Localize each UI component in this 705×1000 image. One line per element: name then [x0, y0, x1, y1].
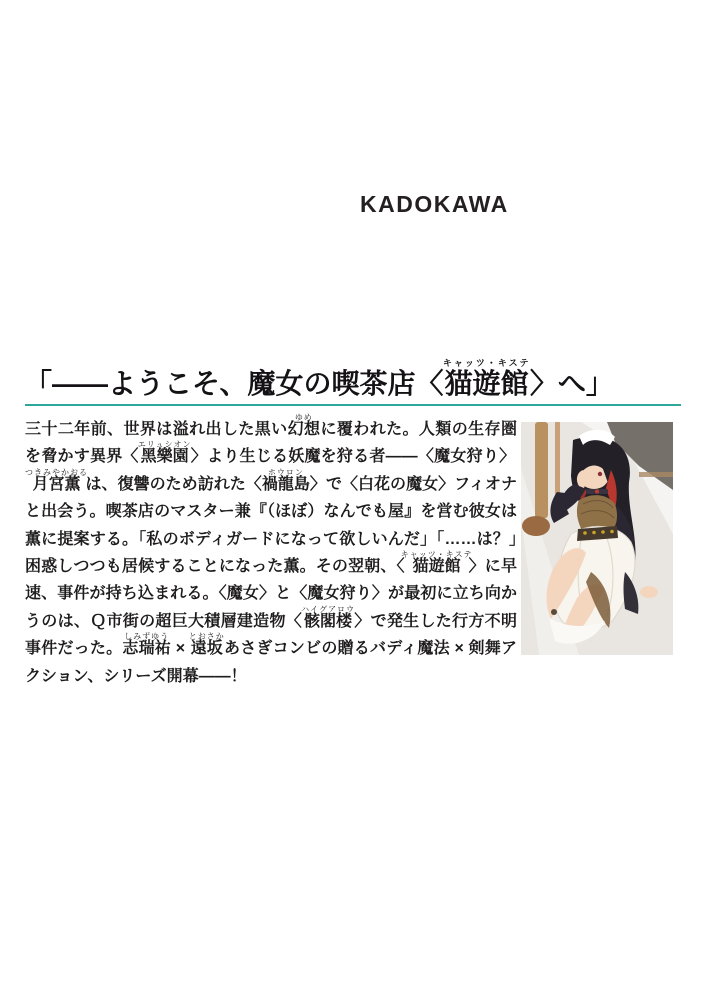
ruby-base: 猫遊館 [400, 558, 473, 576]
ruby-term [122, 632, 172, 658]
ruby-term [137, 440, 192, 466]
text-run: 〉で〈白花の魔女〉フィオナと出会う。喫茶店のマスター兼『（ほぼ）なんでも屋』を営む彼女は薫に提案する。「私のボディガードになって欲しいんだ」「……は？」困惑しつつも居候することになった薫。その翌朝、〈 [25, 475, 517, 576]
ruby-reading: キャッツ・キステ [442, 358, 531, 368]
maid-girl-artwork [521, 422, 673, 655]
ruby-base: 黑樂園 [137, 448, 192, 466]
ruby-reading: とおさか [188, 632, 225, 642]
text-run: 「――ようこそ、魔女の喫茶店〈 [24, 368, 444, 399]
ruby-base: 禍龍島 [261, 475, 310, 493]
text-run: × [171, 640, 190, 658]
text-run: 〉より生じる妖魔を狩る者――〈魔女狩り〉 [190, 448, 516, 466]
text-run: に覆われた。人類の生存圏を脅かす異界〈 [25, 421, 517, 466]
ruby-base: 遠坂 [188, 640, 225, 658]
text-run: は、復讐のため訪れた〈 [85, 475, 262, 493]
ruby-base: 幻想 [287, 421, 321, 438]
ruby-reading: ホウロン [261, 467, 310, 477]
ruby-reading: ハイグアロウ [301, 604, 355, 614]
ruby-reading: しみずゆう [122, 632, 171, 642]
text-run: 〉に早速、事件が持ち込まれる。〈魔女〉と〈魔女狩り〉が最初に立ち向かうのは、Ｑ市街の超巨大積層建造物〈 [25, 558, 517, 630]
ruby-term [261, 467, 310, 493]
ruby-term [400, 550, 473, 576]
text-run: あさぎコンビの贈るバディ魔法 × 剣舞アクション、シリーズ開幕――！ [25, 640, 517, 685]
ruby-term [25, 467, 88, 493]
ruby-base: 志瑞祐 [122, 640, 172, 658]
ruby-reading: キャッツ・キステ [400, 550, 473, 560]
teal-divider-rule [25, 404, 681, 406]
text-run: 〉へ」 [529, 368, 614, 399]
ruby-reading: エリュシオン [137, 440, 192, 450]
ruby-base: 月宮薫 [25, 475, 88, 493]
headline [24, 358, 684, 402]
ruby-term [301, 604, 355, 630]
ruby-term [442, 358, 531, 399]
ruby-reading: ゆめ [287, 413, 321, 422]
ruby-base: 骸閣楼 [301, 612, 355, 630]
text-run: 三十二年前、世界は溢れ出した黒い [25, 421, 288, 438]
ruby-reading: つきみやかおる [25, 467, 88, 477]
ruby-term [287, 413, 321, 438]
ruby-term [188, 632, 225, 658]
synopsis-text [25, 413, 517, 690]
kadokawa-logo: KADOKAWA [360, 191, 509, 217]
text-run: 〉で発生した行方不明事件だった。 [25, 612, 517, 658]
ruby-base: 猫遊館 [442, 368, 531, 399]
cover-illustration [521, 422, 673, 655]
